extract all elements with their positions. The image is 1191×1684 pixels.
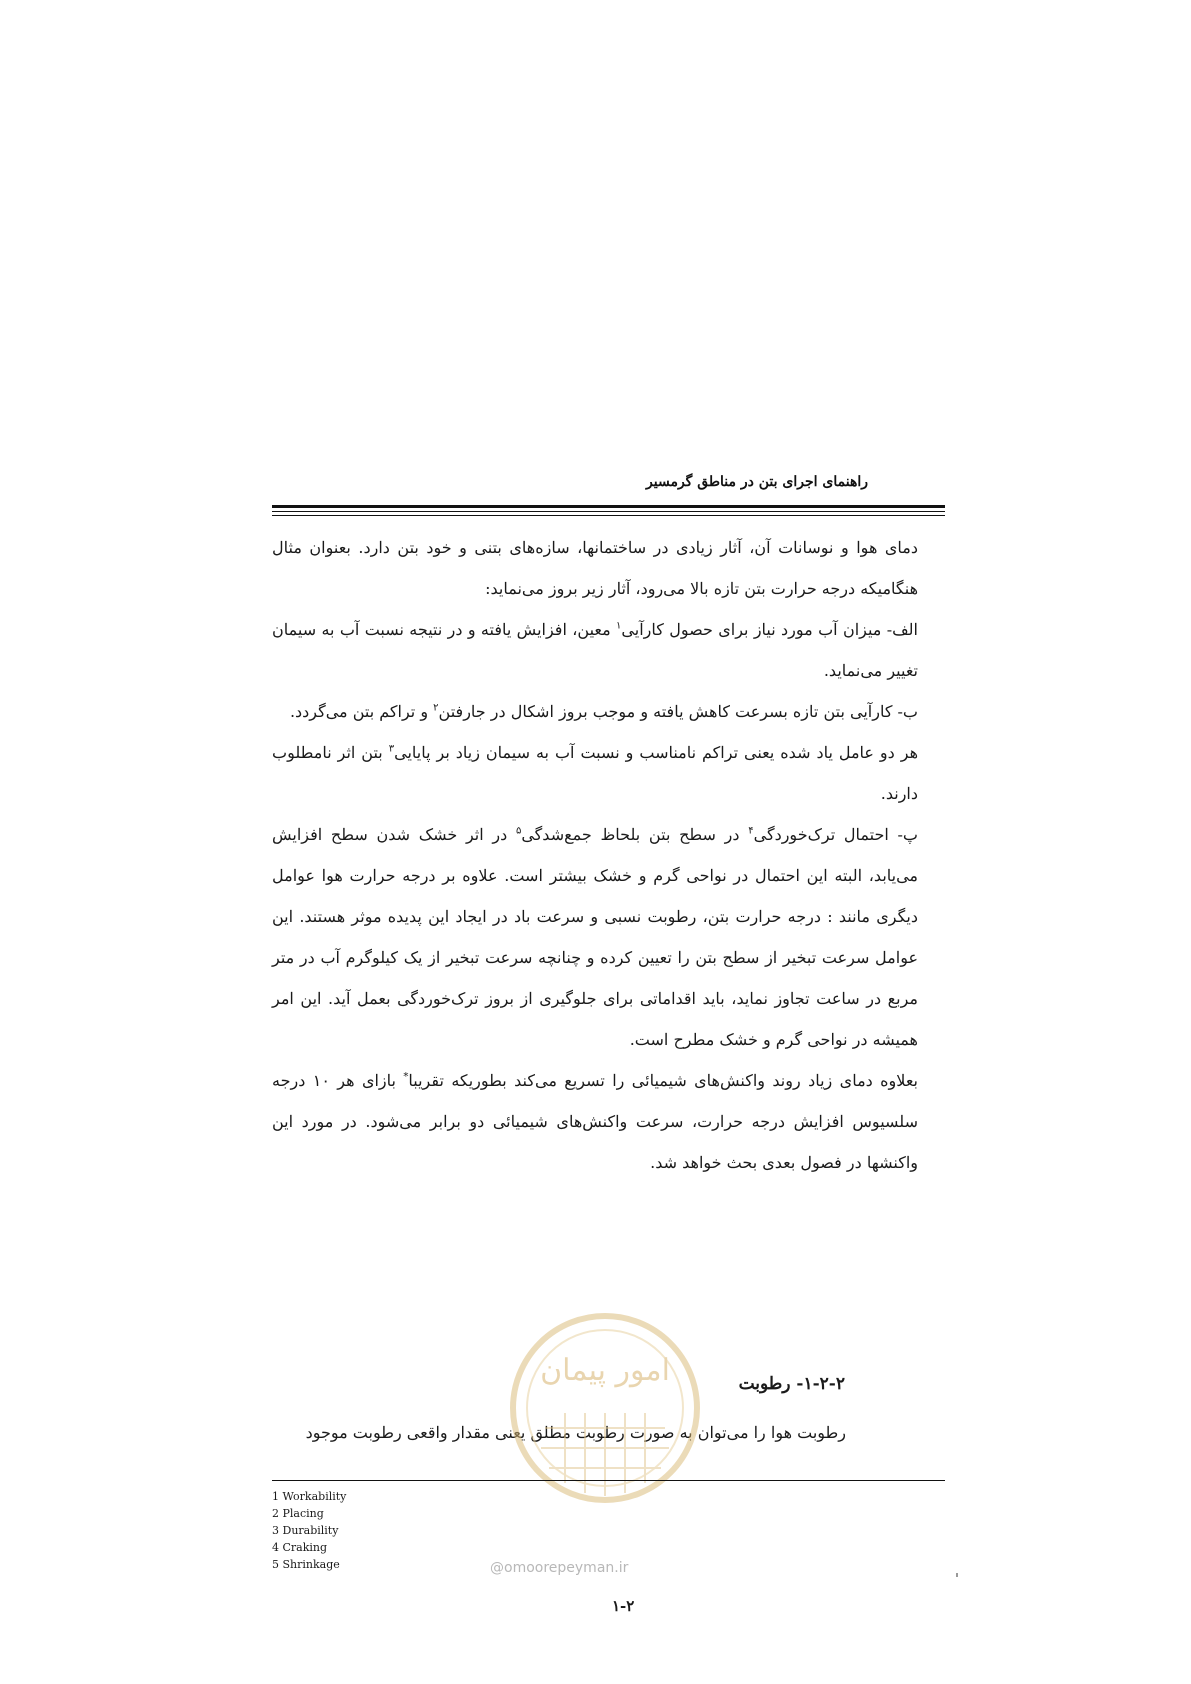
footnote-item: 4 Craking [272, 1541, 328, 1554]
footnote-ref: ۴ [748, 825, 754, 837]
header-rule-thick [272, 505, 945, 508]
footnotes [272, 1488, 472, 1573]
footnote-ref: ۱ [616, 620, 622, 632]
footnote-item: 5 Shrinkage [272, 1558, 340, 1571]
header-rule-thin [272, 511, 945, 512]
header-rule-thin [272, 515, 945, 516]
item-a-paragraph [272, 609, 918, 691]
item-p-text: در سطح بتن بلحاظ جمع‌شدگی [521, 825, 749, 844]
body-text [272, 527, 918, 1183]
intro-paragraph: دمای هوا و نوسانات آن، آثار زیادی در ساختمانها، سازه‌های بتنی و خود بتن دارد. بعنوان مثال هنگامیکه درجه حرارت بتن تازه بالا می‌رود، آثار زیر بروز می‌نماید: [272, 538, 918, 598]
watermark-logo-text: امور پیمان [540, 1353, 670, 1388]
footnote-item: 2 Placing [272, 1507, 324, 1520]
chemical-text: بعلاوه دمای زیاد روند واکنش‌های شیمیائی را تسریع می‌کند بطوریکه تقریبا [408, 1071, 919, 1090]
item-p-text: در اثر خشک شدن سطح افزایش می‌یابد، البته این احتمال در نواحی گرم و خشک بیشتر است. علاوه بر درجه حرارت هوا عوامل دیگری مانند : درجه حرارت بتن، رطوبت نسبی و سرعت باد در ایجاد این پدیده موثر هستند. این عوامل سرعت تبخیر از سطح بتن را تعیین کرده و چنانچه سرعت تبخیر از یک کیلوگرم آب در متر مربع در ساعت تجاوز نماید، باید اقداماتی برای جلوگیری از بروز ترک‌خوردگی بعمل آید. این امر همیشه در نواحی گرم و خشک مطرح است. [272, 825, 918, 1049]
footnote-item: 3 Durability [272, 1524, 339, 1537]
running-title: راهنمای اجرای بتن در مناطق گرمسیر [646, 474, 868, 490]
watermark-url: @omoorepeyman.ir [490, 1560, 629, 1576]
item-b-paragraph [272, 691, 918, 732]
footnote-ref: ۵ [515, 825, 522, 837]
both-factors-paragraph [272, 732, 918, 814]
item-p-text: پ- احتمال ترک‌خوردگی [753, 825, 918, 844]
item-b-text: و تراکم بتن می‌گردد. [289, 702, 434, 721]
scan-speck [956, 1573, 958, 1577]
watermark-logo [505, 1308, 705, 1508]
item-b-text: ب- کارآیی بتن تازه بسرعت کاهش یافته و موجب بروز اشکال در جارفتن [438, 702, 918, 721]
section-first-line: رطوبت هوا را می‌توان به صورت رطوبت مطلق یعنی مقدار واقعی رطوبت موجود [305, 1423, 846, 1442]
item-a-text: معین، افزایش یافته و در نتیجه نسبت آب به سیمان تغییر می‌نماید. [272, 620, 918, 680]
item-p-paragraph [272, 814, 918, 1060]
footnote-rule [272, 1480, 945, 1481]
item-a-text: الف- میزان آب مورد نیاز برای حصول کارآیی [621, 620, 918, 639]
footnote-item: 1 Workability [272, 1490, 347, 1503]
chemical-paragraph [272, 1060, 918, 1183]
both-factors-text: هر دو عامل یاد شده یعنی تراکم نامناسب و نسبت آب به سیمان زیاد بر پایایی [394, 743, 919, 762]
page-number: ۱-۲ [612, 1597, 635, 1615]
chemical-text: بازای هر ۱۰ درجه سلسیوس افزایش درجه حرارت، سرعت واکنش‌های شیمیائی دو برابر می‌شود. در مورد این واکنشها در فصول بعدی بحث خواهد شد. [272, 1071, 918, 1172]
section-heading: ۱-۲-۲- رطوبت [738, 1374, 845, 1394]
footnote-ref: ۳ [388, 743, 395, 755]
footnote-ref: ۲ [433, 702, 439, 714]
asterisk-mark: * [403, 1071, 409, 1083]
both-factors-text: بتن اثر نامطلوب دارند. [272, 743, 918, 803]
